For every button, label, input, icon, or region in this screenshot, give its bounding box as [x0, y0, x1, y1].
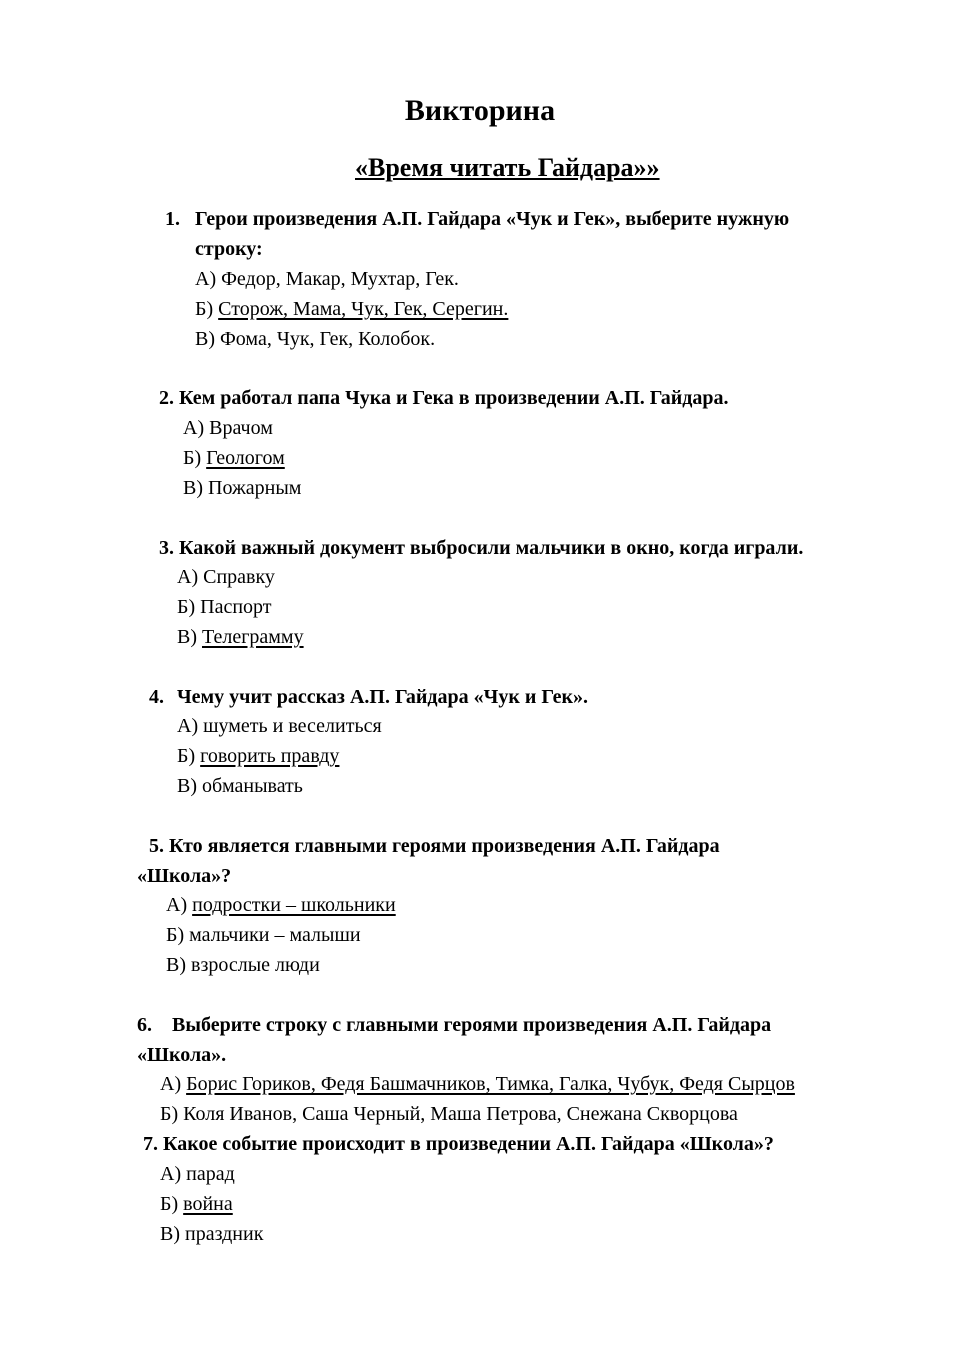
answer-text: Фома, Чук, Гек, Колобок.	[220, 328, 436, 350]
answer-text-underlined: Телеграмму	[202, 626, 304, 648]
answer-text: Федор, Макар, Мухтар, Гек.	[221, 268, 459, 290]
question-3-heading	[159, 533, 803, 563]
answer-option-correct	[177, 622, 304, 652]
answer-option	[166, 920, 361, 950]
answer-text: взрослые люди	[191, 954, 320, 976]
answer-option-correct	[195, 294, 508, 324]
answer-option	[160, 1099, 738, 1129]
answer-option	[177, 592, 272, 622]
answer-option-correct	[160, 1189, 233, 1219]
answer-prefix: А)	[166, 894, 193, 916]
answer-option	[160, 1159, 235, 1189]
question-7-number: 7.	[143, 1133, 158, 1155]
answer-text: Врачом	[209, 417, 273, 439]
question-2-text: Кем работал папа Чука и Гека в произведении А.П. Гайдара.	[179, 387, 729, 409]
answer-option-correct	[160, 1069, 795, 1099]
document-title: Викторина	[404, 94, 556, 127]
answer-option	[177, 771, 303, 801]
answer-prefix: А)	[177, 566, 204, 588]
question-3-number: 3.	[159, 537, 174, 559]
answer-prefix: В)	[177, 626, 202, 648]
answer-option	[177, 562, 275, 592]
answer-prefix: А)	[160, 1163, 187, 1185]
answer-option-correct	[183, 443, 285, 473]
question-4-text: Чему учит рассказ А.П. Гайдара «Чук и Гек».	[177, 686, 588, 708]
answer-option	[160, 1219, 263, 1249]
answer-option	[195, 264, 459, 294]
question-2-heading	[159, 383, 729, 413]
answer-prefix: А)	[195, 268, 222, 290]
answer-prefix: А)	[160, 1073, 187, 1095]
answer-prefix: Б)	[195, 298, 219, 320]
answer-prefix: Б)	[160, 1103, 184, 1125]
answer-option	[195, 324, 435, 354]
question-1-number: 1.	[165, 208, 180, 230]
question-5-text-line2: «Школа»?	[137, 865, 232, 887]
question-6-text-line1: Выберите строку с главными героями произведения А.П. Гайдара	[172, 1014, 772, 1036]
answer-prefix: В)	[160, 1223, 185, 1245]
answer-prefix: В)	[177, 775, 202, 797]
question-7-heading	[143, 1129, 774, 1159]
answer-text: шуметь и веселиться	[203, 715, 382, 737]
answer-option	[177, 711, 382, 741]
answer-prefix: Б)	[183, 447, 207, 469]
answer-text: Пожарным	[208, 477, 302, 499]
question-6-number: 6.	[137, 1014, 152, 1036]
answer-option-correct	[177, 741, 339, 771]
answer-option	[183, 413, 273, 443]
answer-option-correct	[166, 890, 396, 920]
answer-text-underlined: Геологом	[206, 447, 285, 469]
question-4-number: 4.	[149, 686, 164, 708]
answer-text: Паспорт	[200, 596, 272, 618]
answer-prefix: Б)	[177, 745, 201, 767]
question-2-number: 2.	[159, 387, 174, 409]
answer-prefix: А)	[177, 715, 204, 737]
answer-prefix: Б)	[177, 596, 201, 618]
question-1-text-line2: строку:	[195, 238, 263, 260]
answer-text-underlined: Борис Гориков, Федя Башмачников, Тимка, Галка, Чубук, Федя Сырцов	[186, 1073, 795, 1095]
answer-text: Справку	[203, 566, 275, 588]
answer-prefix: Б)	[160, 1193, 184, 1215]
answer-option	[166, 950, 320, 980]
answer-prefix: А)	[183, 417, 210, 439]
question-5-text-line1: Кто является главными героями произведения А.П. Гайдара	[169, 835, 720, 857]
document-subtitle: «Время читать Гайдара»»	[355, 153, 660, 182]
question-5-heading	[149, 831, 720, 861]
question-6-text-line2: «Школа».	[137, 1044, 227, 1066]
question-1-text-line1: Герои произведения А.П. Гайдара «Чук и Гек», выберите нужную	[195, 208, 790, 230]
question-3-text: Какой важный документ выбросили мальчики в окно, когда играли.	[179, 537, 804, 559]
answer-text: Коля Иванов, Саша Черный, Маша Петрова, Снежана Скворцова	[183, 1103, 738, 1125]
question-7-text: Какое событие происходит в произведении А.П. Гайдара «Школа»?	[163, 1133, 774, 1155]
answer-prefix: В)	[195, 328, 220, 350]
answer-text-underlined: Сторож, Мама, Чук, Гек, Серегин.	[218, 298, 509, 320]
answer-text: обманывать	[202, 775, 303, 797]
answer-prefix: В)	[166, 954, 191, 976]
answer-option	[183, 473, 301, 503]
answer-prefix: В)	[183, 477, 208, 499]
answer-text: праздник	[185, 1223, 264, 1245]
question-5-number: 5.	[149, 835, 164, 857]
answer-text-underlined: подростки – школьники	[192, 894, 396, 916]
answer-text-underlined: говорить правду	[200, 745, 340, 767]
answer-text: парад	[186, 1163, 235, 1185]
answer-text: мальчики – малыши	[189, 924, 361, 946]
answer-prefix: Б)	[166, 924, 190, 946]
answer-text-underlined: война	[183, 1193, 233, 1215]
